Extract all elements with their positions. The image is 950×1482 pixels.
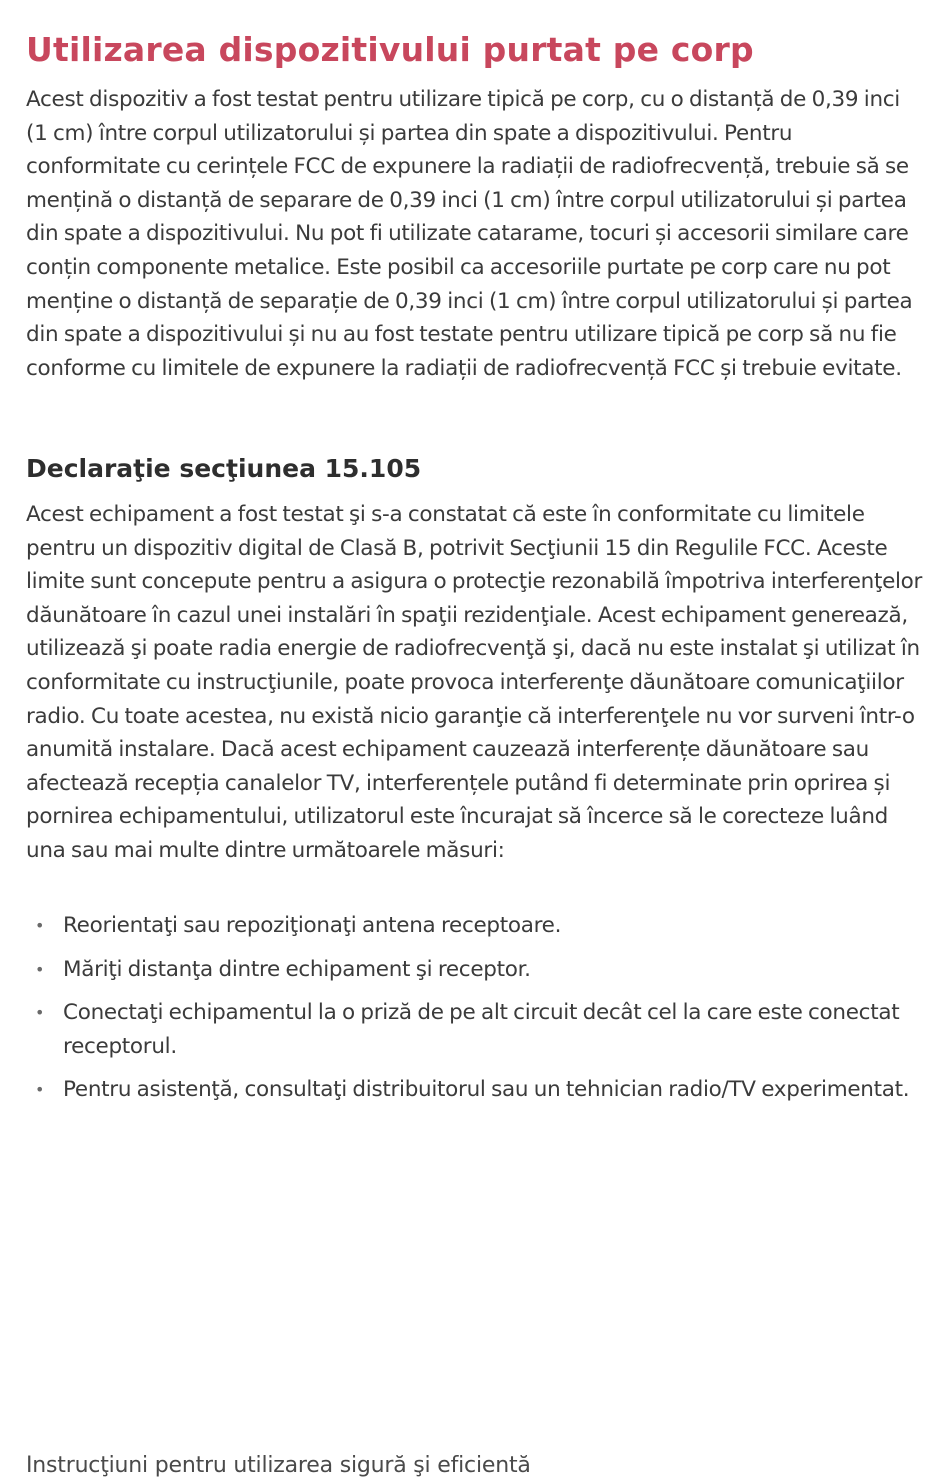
list-item — [26, 1073, 926, 1107]
body-paragraph-declaration: Acest echipament a fost testat şi s-a constatat că este în conformitate cu limitele pentru un dispozitiv digital de Clasă B, potrivit Secţiunii 15 din Regulile FCC. Aceste limite sunt concepute pentru a asigura o protecţie rezonabilă împotriva interferenţelor dăunătoare în cazul unei instalări în spaţii rezidenţiale. Acest echipament generează, utilizează şi poate radia energie de radiofrecvenţă şi, dacă nu este instalat şi utilizat în conformitate cu instrucţiunile, poate provoca interferenţe dăunătoare comunicaţiilor radio. Cu toate acestea, nu există nicio garanţie că interferenţele nu vor surveni într-o anumită instalare. Dacă acest echipament cauzează interferențe dăunătoare sau afectează recepția canalelor TV, interferențele putând fi determinate prin oprirea și pornirea echipamentului, utilizatorul este încurajat să încerce să le corecteze luând una sau mai multe dintre următoarele măsuri: — [26, 502, 923, 863]
list-item-text: Conectaţi echipamentul la o priză de pe alt circuit decât cel la care este conectat receptorul. — [63, 1000, 900, 1059]
bullet-icon: • — [35, 916, 45, 935]
body-paragraph-body-worn: Acest dispozitiv a fost testat pentru utilizare tipică pe corp, cu o distanță de 0,39 inci (1 cm) între corpul utilizatorului și partea din spate a dispozitivului. Pentru conformitate cu cerințele FCC de expunere la radiații de radiofrecvență, trebuie să se mențină o distanță de separare de 0,39 inci (1 cm) între corpul utilizatorului și partea din spate a dispozitivului. Nu pot fi utilizate catarame, tocuri și accesorii similare care conțin componente metalice. Este posibil ca accesoriile purtate pe corp care nu pot menține o distanță de separație de 0,39 inci (1 cm) între corpul utilizatorului și partea din spate a dispozitivului și nu au fost testate pentru utilizare tipică pe corp să nu fie conforme cu limitele de expunere la radiații de radiofrecvență FCC și trebuie evitate. — [26, 87, 913, 381]
list-item — [26, 996, 926, 1063]
list-item-text: Pentru asistenţă, consultaţi distribuitorul sau un tehnician radio/TV experimentat. — [63, 1077, 910, 1103]
bullet-icon: • — [35, 1080, 45, 1100]
measures-list — [26, 909, 926, 1117]
bullet-icon: • — [35, 1003, 45, 1023]
list-item-text: Măriţi distanţa dintre echipament şi receptor. — [63, 956, 531, 982]
list-item — [26, 953, 926, 987]
list-item — [26, 909, 926, 943]
section-title: Utilizarea dispozitivului purtat pe corp — [26, 30, 754, 69]
section-heading-15-105: Declaraţie secţiunea 15.105 — [26, 454, 422, 483]
list-item-text: Reorientaţi sau repoziţionaţi antena receptoare. — [63, 913, 562, 938]
bullet-icon: • — [35, 959, 45, 979]
page-footer: Instrucţiuni pentru utilizarea sigură şi eficientă — [26, 1453, 531, 1478]
